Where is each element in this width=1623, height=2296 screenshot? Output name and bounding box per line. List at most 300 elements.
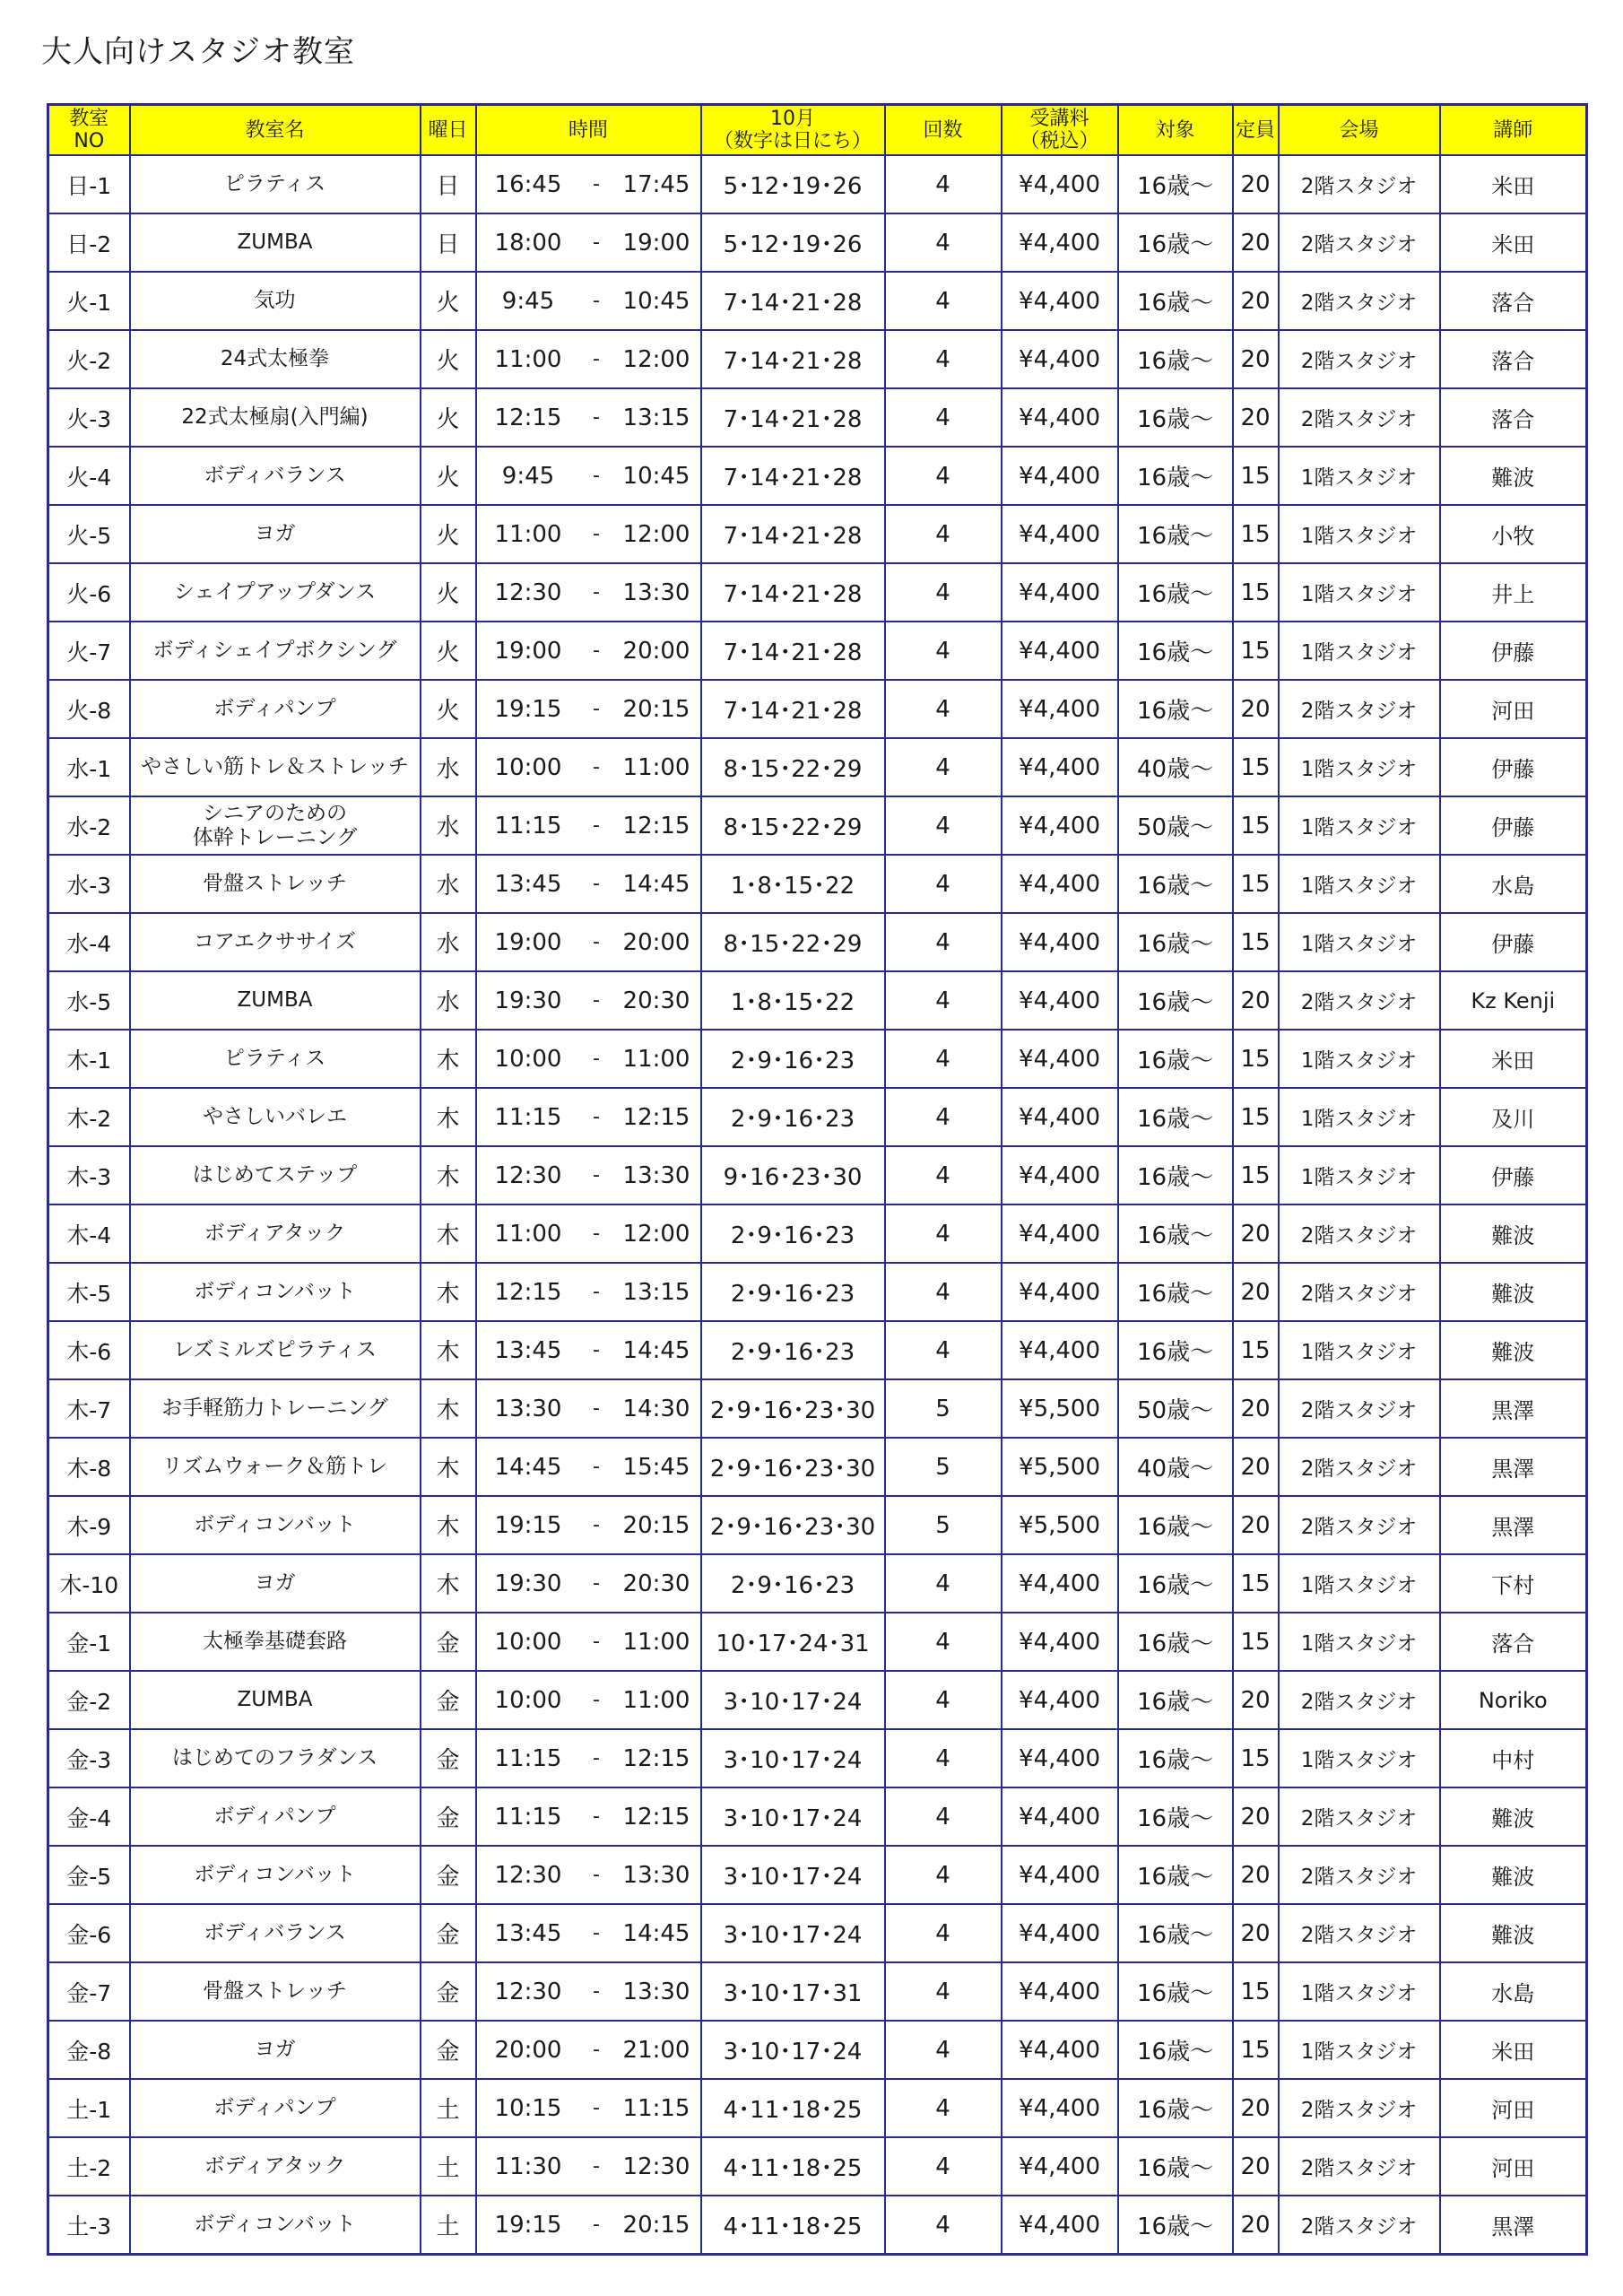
venue: 2階スタジオ	[1279, 155, 1440, 213]
fee: ¥4,400	[1002, 1321, 1118, 1379]
fee: ¥4,400	[1002, 2021, 1118, 2079]
class-no: 土-2	[48, 2137, 130, 2196]
venue: 2階スタジオ	[1279, 388, 1440, 447]
target-age: 50歳～	[1118, 796, 1233, 855]
class-name	[130, 855, 421, 913]
session-count: 4	[885, 388, 1002, 447]
capacity: 20	[1233, 1379, 1279, 1438]
capacity: 20	[1233, 2196, 1279, 2255]
time-separator: -	[580, 1671, 613, 1729]
fee: ¥4,400	[1002, 563, 1118, 622]
class-name-line: 24式太極拳	[220, 347, 330, 370]
class-no: 木-3	[48, 1146, 130, 1205]
target-age: 16歳～	[1118, 388, 1233, 447]
target-age: 16歳～	[1118, 855, 1233, 913]
class-no: 土-1	[48, 2079, 130, 2137]
session-count: 4	[885, 855, 1002, 913]
fee: ¥4,400	[1002, 738, 1118, 796]
target-age: 16歳～	[1118, 155, 1233, 213]
venue: 2階スタジオ	[1279, 1496, 1440, 1554]
dates: 8･15･22･29	[701, 738, 885, 796]
fee: ¥4,400	[1002, 1030, 1118, 1088]
target-age: 16歳～	[1118, 1729, 1233, 1787]
time-start: 10:00	[476, 738, 580, 796]
day: 木	[421, 1438, 476, 1496]
class-no: 土-3	[48, 2196, 130, 2255]
fee: ¥4,400	[1002, 1088, 1118, 1146]
day: 木	[421, 1146, 476, 1205]
time-separator: -	[580, 1321, 613, 1379]
time-separator: -	[580, 855, 613, 913]
session-count: 4	[885, 622, 1002, 680]
class-no: 水-5	[48, 971, 130, 1030]
target-age: 16歳～	[1118, 1496, 1233, 1554]
lecturer: 黒澤	[1440, 1379, 1587, 1438]
class-name-line: ボディシェイプボクシング	[152, 639, 397, 662]
class-name	[130, 1321, 421, 1379]
lecturer: 河田	[1440, 2137, 1587, 2196]
dates: 7･14･21･28	[701, 680, 885, 738]
time-end: 11:00	[613, 738, 701, 796]
class-name-line: 気功	[254, 289, 296, 312]
table-row	[48, 272, 1587, 330]
table-row	[48, 155, 1587, 213]
table-row	[48, 1379, 1587, 1438]
time-start: 12:30	[476, 1962, 580, 2021]
time-end: 12:00	[613, 330, 701, 388]
time-start: 9:45	[476, 272, 580, 330]
class-no: 火-6	[48, 563, 130, 622]
dates: 1･8･15･22	[701, 855, 885, 913]
class-no: 水-3	[48, 855, 130, 913]
time-end: 17:45	[613, 155, 701, 213]
time-separator: -	[580, 622, 613, 680]
class-name-line: お手軽筋力トレーニング	[161, 1396, 388, 1420]
class-name-line: ボディパンプ	[213, 1805, 336, 1828]
class-name	[130, 330, 421, 388]
dates: 5･12･19･26	[701, 155, 885, 213]
class-no: 火-1	[48, 272, 130, 330]
class-no: 水-4	[48, 913, 130, 971]
target-age: 16歳～	[1118, 680, 1233, 738]
day: 金	[421, 1962, 476, 2021]
dates: 8･15･22･29	[701, 796, 885, 855]
class-no: 火-8	[48, 680, 130, 738]
header-row	[48, 105, 1587, 156]
time-end: 12:15	[613, 1787, 701, 1846]
class-no: 火-5	[48, 505, 130, 563]
session-count: 4	[885, 680, 1002, 738]
table-row	[48, 213, 1587, 272]
class-no: 木-2	[48, 1088, 130, 1146]
dates: 2･9･16･23･30	[701, 1496, 885, 1554]
time-separator: -	[580, 796, 613, 855]
class-no: 木-9	[48, 1496, 130, 1554]
time-start: 11:15	[476, 796, 580, 855]
class-name	[130, 1205, 421, 1263]
time-start: 20:00	[476, 2021, 580, 2079]
time-end: 12:15	[613, 1088, 701, 1146]
target-age: 16歳～	[1118, 1554, 1233, 1613]
time-separator: -	[580, 2079, 613, 2137]
time-start: 12:30	[476, 1846, 580, 1904]
class-name	[130, 1904, 421, 1962]
table-row	[48, 796, 1587, 855]
class-name	[130, 505, 421, 563]
lecturer: 米田	[1440, 213, 1587, 272]
day: 水	[421, 738, 476, 796]
fee: ¥4,400	[1002, 2079, 1118, 2137]
fee: ¥4,400	[1002, 1846, 1118, 1904]
session-count: 4	[885, 1787, 1002, 1846]
time-start: 11:15	[476, 1088, 580, 1146]
class-name-line: はじめてステップ	[192, 1163, 358, 1187]
table-row	[48, 1496, 1587, 1554]
session-count: 4	[885, 272, 1002, 330]
capacity: 20	[1233, 1263, 1279, 1321]
time-separator: -	[580, 1205, 613, 1263]
time-end: 11:15	[613, 2079, 701, 2137]
table-row	[48, 1438, 1587, 1496]
time-separator: -	[580, 1613, 613, 1671]
day: 木	[421, 1030, 476, 1088]
time-start: 10:00	[476, 1671, 580, 1729]
venue: 2階スタジオ	[1279, 2137, 1440, 2196]
time-end: 13:30	[613, 1962, 701, 2021]
time-end: 14:45	[613, 1904, 701, 1962]
time-start: 19:00	[476, 622, 580, 680]
class-name	[130, 2021, 421, 2079]
table-row	[48, 913, 1587, 971]
header-count: 回数	[885, 105, 1002, 156]
day: 日	[421, 213, 476, 272]
lecturer: Kz Kenji	[1440, 971, 1587, 1030]
dates: 3･10･17･24	[701, 2021, 885, 2079]
target-age: 16歳～	[1118, 1787, 1233, 1846]
class-name	[130, 796, 421, 855]
capacity: 20	[1233, 2137, 1279, 2196]
dates: 2･9･16･23	[701, 1263, 885, 1321]
target-age: 16歳～	[1118, 2021, 1233, 2079]
capacity: 20	[1233, 971, 1279, 1030]
target-age: 16歳～	[1118, 2079, 1233, 2137]
fee: ¥5,500	[1002, 1496, 1118, 1554]
table-row	[48, 1088, 1587, 1146]
day: 土	[421, 2196, 476, 2255]
lecturer: 河田	[1440, 2079, 1587, 2137]
class-no: 木-10	[48, 1554, 130, 1613]
header-target: 対象	[1118, 105, 1233, 156]
fee: ¥4,400	[1002, 213, 1118, 272]
time-end: 20:30	[613, 971, 701, 1030]
fee: ¥4,400	[1002, 2196, 1118, 2255]
time-start: 12:15	[476, 1263, 580, 1321]
class-no: 火-7	[48, 622, 130, 680]
table-row	[48, 2021, 1587, 2079]
header-class-name: 教室名	[130, 105, 421, 156]
session-count: 4	[885, 1962, 1002, 2021]
session-count: 4	[885, 913, 1002, 971]
table-row	[48, 447, 1587, 505]
dates: 9･16･23･30	[701, 1146, 885, 1205]
fee: ¥4,400	[1002, 971, 1118, 1030]
time-separator: -	[580, 213, 613, 272]
day: 木	[421, 1321, 476, 1379]
time-start: 19:30	[476, 1554, 580, 1613]
time-end: 13:15	[613, 388, 701, 447]
target-age: 16歳～	[1118, 213, 1233, 272]
time-separator: -	[580, 2137, 613, 2196]
table-row	[48, 2196, 1587, 2255]
class-name-line: やさしい筋トレ＆ストレッチ	[141, 755, 409, 778]
class-no: 水-1	[48, 738, 130, 796]
fee: ¥4,400	[1002, 272, 1118, 330]
class-name	[130, 1962, 421, 2021]
venue: 1階スタジオ	[1279, 855, 1440, 913]
day: 金	[421, 1613, 476, 1671]
venue: 2階スタジオ	[1279, 1904, 1440, 1962]
fee: ¥4,400	[1002, 1787, 1118, 1846]
fee: ¥4,400	[1002, 447, 1118, 505]
capacity: 15	[1233, 855, 1279, 913]
time-separator: -	[580, 2021, 613, 2079]
class-name	[130, 1030, 421, 1088]
fee: ¥4,400	[1002, 1146, 1118, 1205]
class-name	[130, 272, 421, 330]
page-title: 大人向けスタジオ教室	[41, 34, 355, 70]
dates: 2･9･16･23･30	[701, 1379, 885, 1438]
class-no: 木-8	[48, 1438, 130, 1496]
venue: 2階スタジオ	[1279, 330, 1440, 388]
dates: 1･8･15･22	[701, 971, 885, 1030]
time-separator: -	[580, 272, 613, 330]
time-end: 12:15	[613, 796, 701, 855]
time-end: 12:00	[613, 1205, 701, 1263]
day: 金	[421, 1729, 476, 1787]
table-row	[48, 330, 1587, 388]
target-age: 16歳～	[1118, 1030, 1233, 1088]
dates: 4･11･18･25	[701, 2196, 885, 2255]
time-start: 19:15	[476, 1496, 580, 1554]
time-end: 20:30	[613, 1554, 701, 1613]
lecturer: 落合	[1440, 330, 1587, 388]
time-separator: -	[580, 738, 613, 796]
day: 土	[421, 2137, 476, 2196]
day: 火	[421, 563, 476, 622]
target-age: 40歳～	[1118, 738, 1233, 796]
class-schedule-table	[47, 103, 1588, 2256]
venue: 2階スタジオ	[1279, 971, 1440, 1030]
lecturer: 河田	[1440, 680, 1587, 738]
header-lecturer: 講師	[1440, 105, 1587, 156]
venue: 2階スタジオ	[1279, 1787, 1440, 1846]
session-count: 5	[885, 1438, 1002, 1496]
day: 金	[421, 1904, 476, 1962]
fee: ¥5,500	[1002, 1438, 1118, 1496]
day: 木	[421, 1263, 476, 1321]
time-separator: -	[580, 1146, 613, 1205]
venue: 2階スタジオ	[1279, 1379, 1440, 1438]
table-row	[48, 1729, 1587, 1787]
target-age: 16歳～	[1118, 272, 1233, 330]
class-name	[130, 1554, 421, 1613]
day: 木	[421, 1379, 476, 1438]
capacity: 20	[1233, 1205, 1279, 1263]
time-end: 11:00	[613, 1030, 701, 1088]
day: 木	[421, 1496, 476, 1554]
class-name	[130, 447, 421, 505]
day: 水	[421, 855, 476, 913]
target-age: 16歳～	[1118, 1846, 1233, 1904]
dates: 2･9･16･23	[701, 1205, 885, 1263]
session-count: 4	[885, 1729, 1002, 1787]
table-row	[48, 1904, 1587, 1962]
session-count: 4	[885, 1321, 1002, 1379]
time-end: 10:45	[613, 272, 701, 330]
time-separator: -	[580, 1904, 613, 1962]
time-end: 12:30	[613, 2137, 701, 2196]
time-start: 9:45	[476, 447, 580, 505]
capacity: 20	[1233, 388, 1279, 447]
time-start: 11:15	[476, 1787, 580, 1846]
target-age: 40歳～	[1118, 1438, 1233, 1496]
capacity: 20	[1233, 272, 1279, 330]
lecturer: 黒澤	[1440, 1438, 1587, 1496]
venue: 1階スタジオ	[1279, 913, 1440, 971]
day: 水	[421, 971, 476, 1030]
venue: 2階スタジオ	[1279, 2079, 1440, 2137]
class-name	[130, 1496, 421, 1554]
class-no: 日-2	[48, 213, 130, 272]
venue: 1階スタジオ	[1279, 1729, 1440, 1787]
time-end: 20:00	[613, 913, 701, 971]
session-count: 4	[885, 1205, 1002, 1263]
class-no: 金-5	[48, 1846, 130, 1904]
target-age: 16歳～	[1118, 1205, 1233, 1263]
time-end: 11:00	[613, 1613, 701, 1671]
day: 金	[421, 1787, 476, 1846]
table-row	[48, 622, 1587, 680]
dates: 4･11･18･25	[701, 2137, 885, 2196]
session-count: 4	[885, 447, 1002, 505]
lecturer: 難波	[1440, 1787, 1587, 1846]
class-name-line: シェイプアップダンス	[173, 580, 377, 604]
venue: 2階スタジオ	[1279, 1438, 1440, 1496]
lecturer: 水島	[1440, 1962, 1587, 2021]
time-start: 19:15	[476, 2196, 580, 2255]
time-start: 16:45	[476, 155, 580, 213]
fee: ¥4,400	[1002, 1729, 1118, 1787]
capacity: 15	[1233, 913, 1279, 971]
time-start: 11:30	[476, 2137, 580, 2196]
time-separator: -	[580, 1030, 613, 1088]
dates: 7･14･21･28	[701, 447, 885, 505]
class-name	[130, 913, 421, 971]
time-separator: -	[580, 680, 613, 738]
dates: 2･9･16･23	[701, 1030, 885, 1088]
capacity: 15	[1233, 1146, 1279, 1205]
dates: 7･14･21･28	[701, 388, 885, 447]
session-count: 4	[885, 2196, 1002, 2255]
day: 木	[421, 1088, 476, 1146]
fee: ¥4,400	[1002, 2137, 1118, 2196]
header-capacity: 定員	[1233, 105, 1279, 156]
class-no: 水-2	[48, 796, 130, 855]
header-month-dates: 10月 （数字は日にち）	[701, 105, 885, 156]
capacity: 15	[1233, 1321, 1279, 1379]
class-name-line: 22式太極扇(入門編)	[181, 405, 369, 429]
capacity: 20	[1233, 1438, 1279, 1496]
session-count: 4	[885, 796, 1002, 855]
class-name-line: ボディアタック	[204, 1222, 346, 1245]
table-row	[48, 1787, 1587, 1846]
class-name-line: ボディパンプ	[213, 697, 336, 720]
time-end: 21:00	[613, 2021, 701, 2079]
time-start: 19:30	[476, 971, 580, 1030]
day: 木	[421, 1554, 476, 1613]
class-name-line: ヨガ	[254, 522, 296, 545]
time-separator: -	[580, 155, 613, 213]
class-name-line: コアエクササイズ	[193, 930, 356, 953]
time-separator: -	[580, 563, 613, 622]
capacity: 15	[1233, 2021, 1279, 2079]
day: 火	[421, 622, 476, 680]
time-separator: -	[580, 2196, 613, 2255]
class-name-line: ZUMBA	[237, 230, 313, 254]
target-age: 16歳～	[1118, 622, 1233, 680]
lecturer: Noriko	[1440, 1671, 1587, 1729]
time-separator: -	[580, 1379, 613, 1438]
lecturer: 米田	[1440, 2021, 1587, 2079]
time-start: 19:15	[476, 680, 580, 738]
venue: 1階スタジオ	[1279, 563, 1440, 622]
venue: 2階スタジオ	[1279, 1846, 1440, 1904]
fee: ¥4,400	[1002, 1962, 1118, 2021]
session-count: 4	[885, 1554, 1002, 1613]
dates: 3･10･17･31	[701, 1962, 885, 2021]
session-count: 4	[885, 563, 1002, 622]
lecturer: 難波	[1440, 1321, 1587, 1379]
class-name-line: シニアのための	[203, 801, 347, 825]
class-name	[130, 1088, 421, 1146]
session-count: 4	[885, 330, 1002, 388]
day: 水	[421, 796, 476, 855]
time-start: 11:00	[476, 505, 580, 563]
capacity: 15	[1233, 1613, 1279, 1671]
dates: 7･14･21･28	[701, 505, 885, 563]
lecturer: 伊藤	[1440, 622, 1587, 680]
venue: 1階スタジオ	[1279, 796, 1440, 855]
time-separator: -	[580, 1263, 613, 1321]
time-separator: -	[580, 1729, 613, 1787]
target-age: 16歳～	[1118, 1671, 1233, 1729]
time-separator: -	[580, 1438, 613, 1496]
time-separator: -	[580, 913, 613, 971]
table-row	[48, 1671, 1587, 1729]
capacity: 20	[1233, 2079, 1279, 2137]
time-end: 12:15	[613, 1729, 701, 1787]
session-count: 4	[885, 1030, 1002, 1088]
dates: 2･9･16･23	[701, 1321, 885, 1379]
capacity: 20	[1233, 1904, 1279, 1962]
capacity: 15	[1233, 1088, 1279, 1146]
day: 金	[421, 1671, 476, 1729]
session-count: 4	[885, 213, 1002, 272]
session-count: 4	[885, 971, 1002, 1030]
lecturer: 難波	[1440, 1263, 1587, 1321]
class-name-line: ヨガ	[254, 2038, 296, 2061]
day: 水	[421, 913, 476, 971]
